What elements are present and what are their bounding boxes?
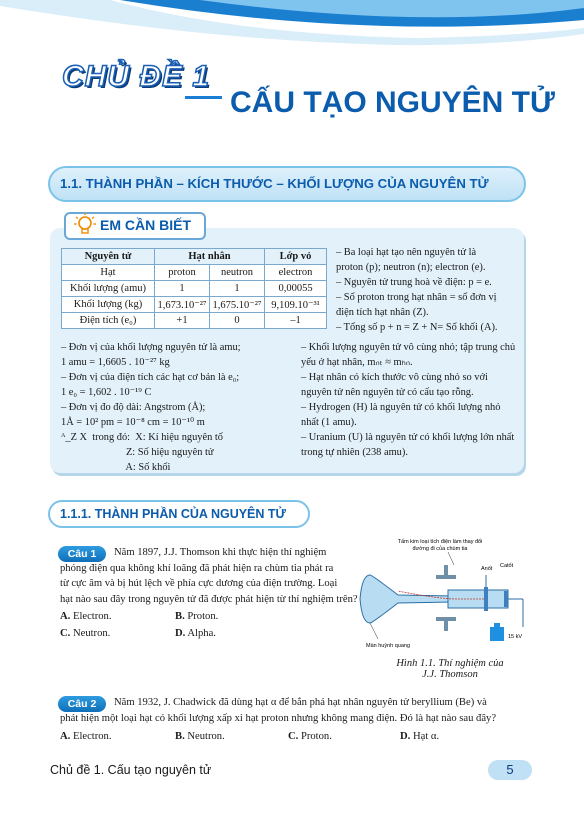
table-cell: +1 — [155, 313, 210, 329]
question-line: hạt nào sau đây trong nguyên tử đã được phát hiện từ thí nghiệm trên? — [60, 593, 358, 605]
upper-plate-stem — [444, 565, 448, 577]
question-2-text — [60, 695, 496, 726]
figure-label-cathode: Catốt — [500, 563, 514, 569]
note-line: A: Số khối — [61, 462, 171, 473]
note-line: 1Å = 10² pm = 10⁻⁸ cm = 10⁻¹⁰ m — [61, 417, 205, 428]
table-cell: 9,109.10⁻³¹ — [265, 297, 327, 313]
figure-caption — [380, 658, 520, 680]
note-line: – Hạt nhân có kích thước vô cùng nhỏ so với — [301, 372, 488, 383]
option-text: Alpha. — [187, 628, 216, 639]
note-line: – Đơn vị đo độ dài: Angstrom (Å); — [61, 402, 206, 413]
option-key: C. — [60, 628, 71, 639]
question-line: phóng điện qua không khí loãng đã phát hiện ra chùm tia phát ra — [60, 562, 334, 574]
table-header-row — [62, 249, 327, 265]
subsection-title: 1.1.1. THÀNH PHẦN CỦA NGUYÊN TỬ — [60, 507, 286, 521]
figure-caption-line: J.J. Thomson — [422, 669, 478, 680]
option-text: Electron. — [72, 731, 112, 742]
page-number: 5 — [488, 760, 532, 780]
table-row — [62, 297, 327, 313]
table-cell: Hạt — [62, 265, 155, 281]
table-row — [62, 281, 327, 297]
thomson-experiment-figure — [358, 535, 538, 655]
note-line: điện tích hạt nhân (Z). — [336, 307, 429, 318]
anode — [484, 587, 488, 611]
know-right-notes — [336, 245, 498, 335]
option-text: Proton. — [300, 731, 332, 742]
table-cell: –1 — [265, 313, 327, 329]
option-text: Hạt α. — [412, 731, 440, 742]
note-line: – Khối lượng nguyên tử vô cùng nhỏ; tập trung chủ — [301, 342, 516, 353]
note-line: nhất (1 amu). — [301, 417, 357, 428]
note-line: – Uranium (U) là nguyên tử có khối lượng lớn nhất — [301, 432, 515, 443]
option-key: D. — [400, 731, 411, 742]
cathode — [504, 591, 508, 607]
q1-option-c[interactable] — [60, 628, 110, 639]
q1-option-a[interactable] — [60, 611, 112, 622]
know-label: EM CẦN BIẾT — [100, 217, 191, 233]
option-key: B. — [175, 611, 185, 622]
table-cell: neutron — [210, 265, 265, 281]
table-cell: proton — [155, 265, 210, 281]
figure-caption-line: Hình 1.1. Thí nghiệm của — [396, 658, 504, 669]
option-key: A. — [60, 731, 71, 742]
table-cell: 1 — [155, 281, 210, 297]
table-cell: Khối lượng (kg) — [62, 297, 155, 313]
table-cell: 0,00055 — [265, 281, 327, 297]
option-key: C. — [288, 731, 299, 742]
question-2-badge: Câu 2 — [58, 696, 106, 712]
question-line: phát hiện một loại hạt có khối lượng xấp xỉ hạt proton nhưng không mang điện. Đó là hạt nào sau đây? — [60, 712, 497, 724]
note-line: 1 e₀ = 1,602 . 10⁻¹⁹ C — [61, 387, 152, 398]
q1-option-b[interactable] — [175, 611, 218, 622]
chapter-title: CẤU TẠO NGUYÊN TỬ — [222, 86, 563, 120]
note-line: Z: Số hiệu nguyên tử — [61, 447, 214, 458]
option-key: B. — [175, 731, 185, 742]
note-line: – Nguyên tử trung hoà về điện: p = e. — [336, 277, 492, 288]
q2-option-b[interactable] — [175, 731, 225, 742]
lower-plate-stem — [444, 619, 448, 631]
option-text: Electron. — [72, 611, 112, 622]
note-line: – Đơn vị của khối lượng nguyên tử là amu; — [61, 342, 241, 353]
q2-option-c[interactable] — [288, 731, 332, 742]
table-header-cell: Hạt nhân — [155, 249, 265, 265]
table-cell: 0 — [210, 313, 265, 329]
table-row — [62, 313, 327, 329]
note-line: proton (p); neutron (n); electron (e). — [336, 262, 486, 273]
lightbulb-icon — [74, 213, 96, 239]
q2-option-d[interactable] — [400, 731, 439, 742]
battery-cap — [494, 623, 500, 627]
q1-option-d[interactable] — [175, 628, 216, 639]
section-title: 1.1. THÀNH PHẦN – KÍCH THƯỚC – KHỐI LƯỢNG CỦA NGUYÊN TỬ — [60, 176, 489, 191]
know-left-notes — [61, 340, 241, 475]
figure-label-plates-2: đường đi của chùm tia — [412, 546, 468, 552]
question-line: Năm 1897, J.J. Thomson khi thực hiện thí nghiệm — [114, 547, 327, 558]
question-1-badge: Câu 1 — [58, 546, 106, 562]
note-line: – Đơn vị của điện tích các hạt cơ bản là e₀; — [61, 372, 240, 383]
table-cell: Điện tích (e₀) — [62, 313, 155, 329]
note-line: ᴬ_Z X trong đó: X: Kí hiệu nguyên tố — [61, 432, 223, 443]
footer-chapter: Chủ đề 1. Cấu tạo nguyên tử — [50, 763, 212, 777]
screen-pointer — [370, 623, 378, 639]
table-header-cell: Nguyên tử — [62, 249, 155, 265]
figure-label-voltage: 15 kV — [508, 634, 523, 640]
note-line: yếu ở hạt nhân, mₙₜ ≈ mₕₙ. — [301, 357, 413, 368]
particle-table — [61, 248, 327, 329]
figure-label-anode: Anốt — [481, 566, 493, 572]
option-key: A. — [60, 611, 71, 622]
q2-option-a[interactable] — [60, 731, 112, 742]
table-cell: 1,673.10⁻²⁷ — [155, 297, 210, 313]
note-line: trong tự nhiên (238 amu). — [301, 447, 408, 458]
table-cell: electron — [265, 265, 327, 281]
note-line: – Số proton trong hạt nhân = số đơn vị — [336, 292, 497, 303]
table-cell: 1 — [210, 281, 265, 297]
table-cell: 1,675.10⁻²⁷ — [210, 297, 265, 313]
table-cell: Khối lượng (amu) — [62, 281, 155, 297]
question-line: từ cực âm và bị hút lệch về phía cực dương của điện trường. Loại — [60, 578, 338, 589]
question-line: Năm 1932, J. Chadwick đã dùng hạt α để bắn phá hạt nhân nguyên tử beryllium (Be) và — [114, 697, 487, 708]
note-line: nguyên tử nên nguyên tử có cấu tạo rỗng. — [301, 387, 474, 398]
option-key: D. — [175, 628, 186, 639]
note-line: – Ba loại hạt tạo nên nguyên tử là — [336, 247, 477, 258]
table-header-cell: Lớp vỏ — [265, 249, 327, 265]
option-text: Proton. — [187, 611, 219, 622]
battery — [490, 627, 504, 641]
figure-label-screen: Màn huỳnh quang — [366, 643, 411, 649]
question-1-text — [60, 545, 358, 607]
option-text: Neutron. — [187, 731, 225, 742]
know-right2-notes — [301, 340, 515, 460]
note-line: 1 amu = 1,6605 . 10⁻²⁷ kg — [61, 357, 170, 368]
table-row — [62, 265, 327, 281]
note-line: – Tổng số p + n = Z + N= Số khối (A). — [336, 322, 498, 333]
note-line: – Hydrogen (H) là nguyên tử có khối lượng nhỏ — [301, 402, 501, 413]
option-text: Neutron. — [72, 628, 111, 639]
figure-label-plates: Tấm kim loại tích điện làm thay đổi — [397, 539, 483, 545]
chapter-badge: CHỦ ĐỀ 1 — [62, 60, 211, 93]
